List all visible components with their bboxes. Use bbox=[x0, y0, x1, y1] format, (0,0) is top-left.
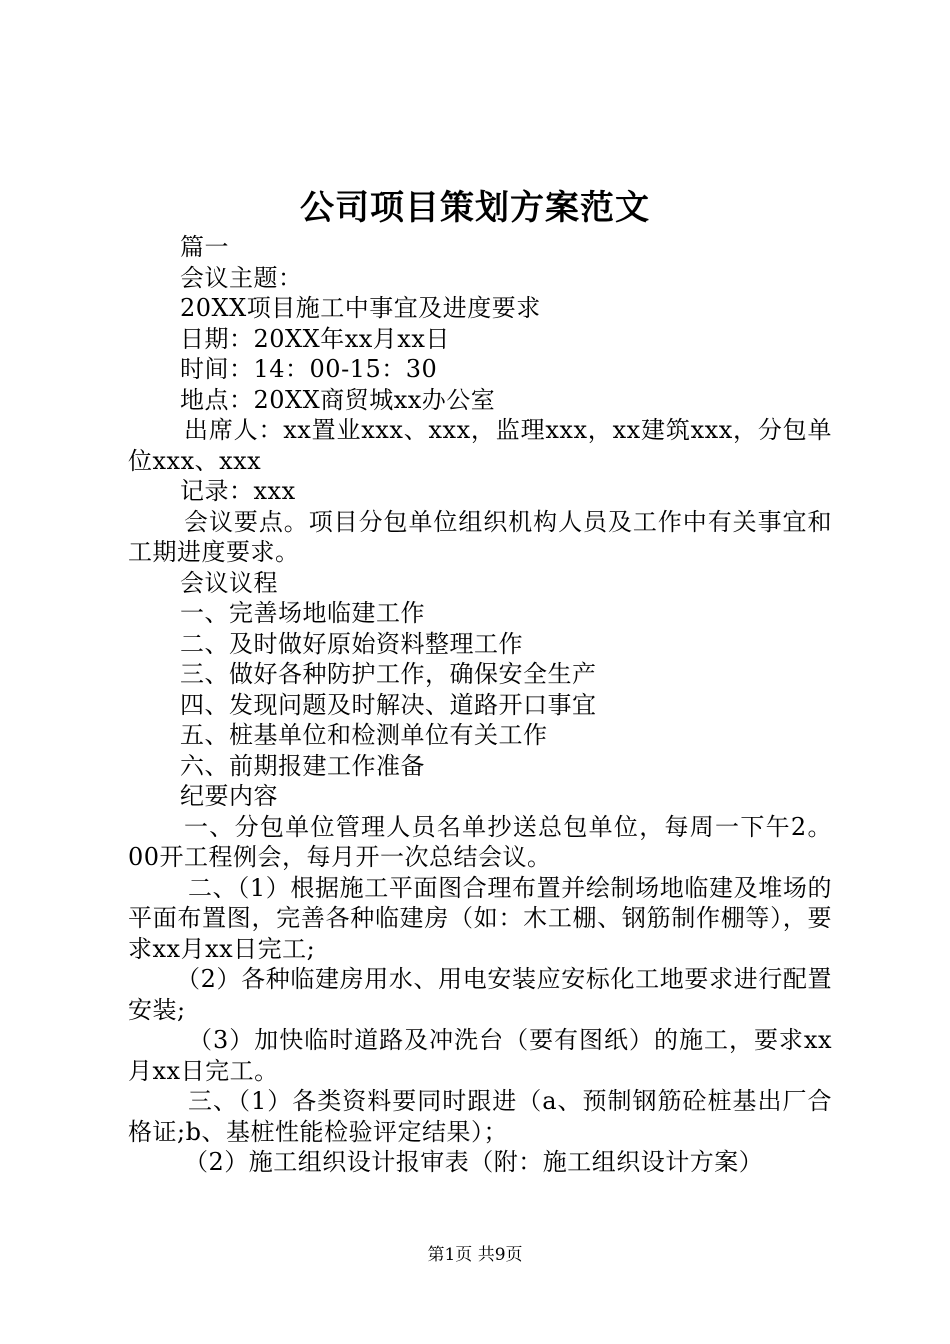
meeting-topic: 20XX项目施工中事宜及进度要求 bbox=[180, 294, 541, 322]
agenda-item-6: 六、前期报建工作准备 bbox=[180, 751, 425, 780]
meeting-time: 时间：14：00-15：30 bbox=[180, 355, 438, 383]
document-body bbox=[128, 232, 832, 1178]
minutes-item-2-3: （3）加快临时道路及冲洗台（要有图纸）的施工，要求xx月xx日完工。 bbox=[128, 1026, 832, 1085]
meeting-topic-label: 会议主题： bbox=[180, 263, 303, 292]
agenda-item-3: 三、做好各种防护工作，确保安全生产 bbox=[180, 660, 597, 688]
section-label: 篇一 bbox=[180, 233, 229, 261]
minutes-item-2-1: 二、（1）根据施工平面图合理布置并绘制场地临建及堆场的平面布置图，完善各种临建房（如：木工棚、钢筋制作棚等），要求xx月xx日完工; bbox=[128, 873, 832, 963]
meeting-key-points: 会议要点。项目分包单位组织机构人员及工作中有关事宜和工期进度要求。 bbox=[128, 507, 832, 566]
meeting-recorder: 记录：xxx bbox=[180, 477, 296, 505]
agenda-item-5: 五、桩基单位和检测单位有关工作 bbox=[180, 721, 548, 749]
document-title: 公司项目策划方案范文 bbox=[300, 188, 650, 228]
agenda-item-2: 二、及时做好原始资料整理工作 bbox=[180, 629, 523, 658]
meeting-attendees: 出席人：xx置业xxx、xxx，监理xxx，xx建筑xxx，分包单位xxx、xxx bbox=[128, 416, 832, 475]
minutes-item-1: 一、分包单位管理人员名单抄送总包单位，每周一下午2。00开工程例会，每月开一次总结会议。 bbox=[128, 812, 832, 871]
page-number: 第1页 共9页 bbox=[427, 1245, 523, 1265]
agenda-item-4: 四、发现问题及时解决、道路开口事宜 bbox=[180, 690, 597, 719]
minutes-item-3-1: 三、（1）各类资料要同时跟进（a、预制钢筋砼桩基出厂合格证;b、基桩性能检验评定结果）； bbox=[128, 1087, 832, 1146]
agenda-heading: 会议议程 bbox=[180, 568, 278, 597]
minutes-item-3-2: （2）施工组织设计报审表（附：施工组织设计方案） bbox=[184, 1148, 764, 1176]
meeting-location: 地点：20XX商贸城xx办公室 bbox=[180, 385, 496, 414]
meeting-date: 日期：20XX年xx月xx日 bbox=[180, 324, 450, 353]
minutes-item-2-2: （2）各种临建房用水、用电安装应安标化工地要求进行配置安装; bbox=[128, 965, 832, 1024]
agenda-item-1: 一、完善场地临建工作 bbox=[180, 599, 425, 627]
minutes-heading: 纪要内容 bbox=[180, 782, 278, 810]
